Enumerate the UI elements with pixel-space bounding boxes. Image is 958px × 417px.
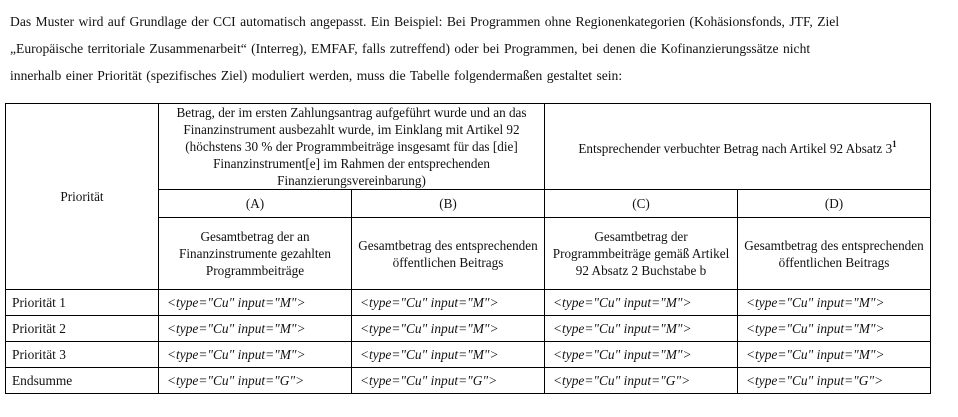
- intro-paragraph: [10, 8, 940, 89]
- table-row: [6, 316, 931, 342]
- input-cell[interactable]: <type="Cu" input="M">: [159, 316, 352, 342]
- booked-amount-group-header: [545, 104, 931, 190]
- total-cell: <type="Cu" input="G">: [545, 368, 738, 394]
- input-cell[interactable]: <type="Cu" input="M">: [352, 290, 545, 316]
- table-row: [6, 342, 931, 368]
- input-cell[interactable]: <type="Cu" input="M">: [545, 342, 738, 368]
- intro-line: Das Muster wird auf Grundlage der CCI automatisch angepasst. Ein Beispiel: Bei Programmen ohne Regionenkategorien (Kohäsionsfonds, JTF, Ziel: [10, 14, 840, 29]
- column-description-b: Gesamtbetrag des entsprechenden öffentlichen Beitrags: [352, 218, 545, 290]
- table-row: [6, 290, 931, 316]
- column-letter-d: (D): [738, 190, 931, 218]
- column-letter-b: (B): [352, 190, 545, 218]
- input-cell[interactable]: <type="Cu" input="M">: [352, 316, 545, 342]
- column-description-a: Gesamtbetrag der an Finanzinstrumente gezahlten Programmbeiträge: [159, 218, 352, 290]
- row-label: Priorität 1: [6, 290, 159, 316]
- total-cell: <type="Cu" input="G">: [159, 368, 352, 394]
- first-payment-group-header: Betrag, der im ersten Zahlungsantrag aufgeführt wurde und an das Finanzinstrument ausbezahlt wurde, im Einklang mit Artikel 92 (höchstens 30 % der Programmbeiträge insgesamt für das [die] Finanzinstrument[e] im Rahmen der entsprechenden Finanzierungsvereinbarung): [159, 104, 545, 190]
- financial-instruments-table: [5, 103, 931, 394]
- intro-line: „Europäische territoriale Zusammenarbeit“ (Interreg), EMFAF, falls zutreffend) oder bei Programmen, bei denen die Kofinanzierungssätze nicht: [10, 41, 811, 56]
- input-cell[interactable]: <type="Cu" input="M">: [352, 342, 545, 368]
- input-cell[interactable]: <type="Cu" input="M">: [545, 316, 738, 342]
- input-cell[interactable]: <type="Cu" input="M">: [159, 342, 352, 368]
- priority-column-header: Priorität: [6, 104, 159, 290]
- row-label: Endsumme: [6, 368, 159, 394]
- table-row-total: [6, 368, 931, 394]
- input-cell[interactable]: <type="Cu" input="M">: [159, 290, 352, 316]
- input-cell[interactable]: <type="Cu" input="M">: [545, 290, 738, 316]
- input-cell[interactable]: <type="Cu" input="M">: [738, 290, 931, 316]
- footnote-marker: 1: [892, 139, 897, 149]
- booked-amount-header-text: Entsprechender verbuchter Betrag nach Artikel 92 Absatz 3: [578, 141, 893, 156]
- column-description-c: Gesamtbetrag der Programmbeiträge gemäß Artikel 92 Absatz 2 Buchstabe b: [545, 218, 738, 290]
- column-letter-a: (A): [159, 190, 352, 218]
- row-label: Priorität 2: [6, 316, 159, 342]
- input-cell[interactable]: <type="Cu" input="M">: [738, 316, 931, 342]
- total-cell: <type="Cu" input="G">: [352, 368, 545, 394]
- column-letter-c: (C): [545, 190, 738, 218]
- row-label: Priorität 3: [6, 342, 159, 368]
- total-cell: <type="Cu" input="G">: [738, 368, 931, 394]
- input-cell[interactable]: <type="Cu" input="M">: [738, 342, 931, 368]
- intro-line: innerhalb einer Priorität (spezifisches Ziel) moduliert werden, muss die Tabelle folgendermaßen gestaltet sein:: [10, 68, 623, 83]
- column-description-d: Gesamtbetrag des entsprechenden öffentlichen Beitrags: [738, 218, 931, 290]
